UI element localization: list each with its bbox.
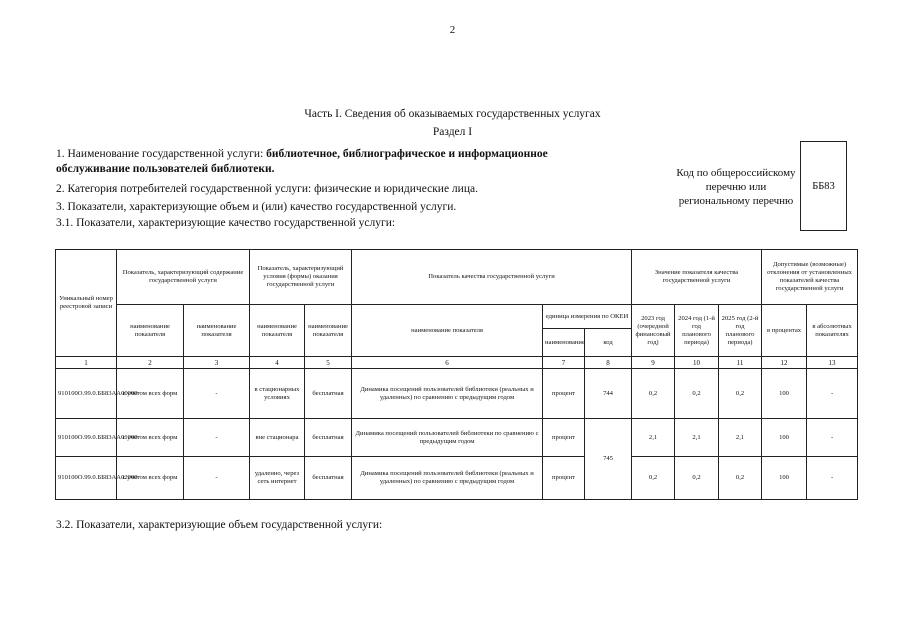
- column-number: 6: [352, 357, 543, 369]
- registry-code-value: ББ83: [812, 180, 835, 192]
- deviation-percent: 100: [762, 457, 807, 500]
- registry-number: 910100О.99.0.ББ83АА01000: [56, 419, 117, 457]
- registry-code-box: [800, 141, 847, 231]
- unit-name: процент: [543, 457, 585, 500]
- column-number: 2: [117, 357, 184, 369]
- item-1-prefix: 1. Наименование государственной услуги:: [56, 148, 267, 160]
- header-quality: Показатель качества государственной услуги: [352, 250, 632, 305]
- deviation-absolute: -: [807, 419, 858, 457]
- value-2023: 0,2: [632, 457, 675, 500]
- unit-code: 745: [585, 419, 632, 500]
- page-number: 2: [449, 24, 456, 36]
- part-title: Часть I. Сведения об оказываемых государственных услугах: [304, 108, 601, 120]
- deviation-absolute: -: [807, 369, 858, 419]
- registry-code-label: Код по общероссийскому перечню или региональному перечню: [676, 167, 796, 207]
- unit-name: процент: [543, 419, 585, 457]
- header-content: Показатель, характеризующий содержание государственной услуги: [117, 250, 250, 305]
- column-number: 8: [585, 357, 632, 369]
- header-deviation: Допустимые (возможные) отклонения от установленных показателей качества государственной услуги: [762, 250, 858, 305]
- column-number: 5: [305, 357, 352, 369]
- registry-number: 910100О.99.0.ББ83АА02000: [56, 457, 117, 500]
- content-indicator-1: с учетом всех форм: [117, 369, 184, 419]
- value-2025: 0,2: [719, 457, 762, 500]
- column-number-row: [56, 357, 858, 369]
- value-2025: 2,1: [719, 419, 762, 457]
- value-2025: 0,2: [719, 369, 762, 419]
- header-year-2024: 2024 год (1-й год планового периода): [675, 305, 719, 357]
- content-indicator-2: -: [184, 369, 250, 419]
- service-name-part-2: обслуживание пользователей библиотеки.: [56, 163, 275, 175]
- header-row-2: [56, 305, 858, 329]
- content-indicator-2: -: [184, 457, 250, 500]
- content-indicator-2: -: [184, 419, 250, 457]
- header-year-2023: 2023 год (очередной финансовый год): [632, 305, 675, 357]
- column-number: 7: [543, 357, 585, 369]
- quality-indicator-name: Динамика посещений пользователей библиотеки (реальных и удаленных) по сравнению с предыдущим годом: [352, 369, 543, 419]
- header-absolute: в абсолютных показателях: [807, 305, 858, 357]
- item-3: 3. Показатели, характеризующие объем и (или) качество государственной услуги.: [56, 201, 457, 213]
- item-1-line-1: [56, 148, 548, 160]
- header-name-1: наименование показателя: [117, 305, 184, 357]
- item-2: 2. Категория потребителей государственной услуги: физические и юридические лица.: [56, 183, 478, 195]
- header-values: Значение показателя качества государственной услуги: [632, 250, 762, 305]
- registry-number: 910100О.99.0.ББ83АА00000: [56, 369, 117, 419]
- section-title: Раздел I: [432, 126, 473, 138]
- column-number: 11: [719, 357, 762, 369]
- item-3-1: 3.1. Показатели, характеризующие качество государственной услуги:: [56, 217, 396, 229]
- value-2024: 2,1: [675, 419, 719, 457]
- header-row-1: [56, 250, 858, 305]
- deviation-absolute: -: [807, 457, 858, 500]
- table-row: [56, 369, 858, 419]
- condition-indicator-2: бесплатная: [305, 419, 352, 457]
- condition-indicator-1: вне стационара: [250, 419, 305, 457]
- item-3-2: 3.2. Показатели, характеризующие объем государственной услуги:: [56, 519, 383, 531]
- column-number: 1: [56, 357, 117, 369]
- deviation-percent: 100: [762, 369, 807, 419]
- condition-indicator-2: бесплатная: [305, 369, 352, 419]
- header-name-2: наименование показателя: [184, 305, 250, 357]
- quality-indicator-name: Динамика посещений пользователей библиотеки (реальных и удаленных) по сравнению с предыдущим годом: [352, 457, 543, 500]
- header-registry: Уникальный номер реестровой записи: [56, 250, 117, 357]
- value-2023: 0,2: [632, 369, 675, 419]
- header-unit-code: код: [585, 329, 632, 357]
- condition-indicator-1: в стационарных условиях: [250, 369, 305, 419]
- condition-indicator-1: удаленно, через сеть интернет: [250, 457, 305, 500]
- table-row: [56, 457, 858, 500]
- value-2023: 2,1: [632, 419, 675, 457]
- quality-indicators-table: [55, 249, 858, 500]
- deviation-percent: 100: [762, 419, 807, 457]
- table-row: [56, 419, 858, 457]
- header-percent: в процентах: [762, 305, 807, 357]
- column-number: 3: [184, 357, 250, 369]
- column-number: 13: [807, 357, 858, 369]
- header-unit-name: наименование: [543, 329, 585, 357]
- unit-code: 744: [585, 369, 632, 419]
- service-name-part-1: библиотечное, библиографическое и информационное: [266, 148, 548, 160]
- header-name-4: наименование показателя: [305, 305, 352, 357]
- header-conditions: Показатель, характеризующий условия (формы) оказания государственной услуги: [250, 250, 352, 305]
- header-indicator-name: наименование показателя: [352, 305, 543, 357]
- unit-name: процент: [543, 369, 585, 419]
- header-year-2025: 2025 год (2-й год планового периода): [719, 305, 762, 357]
- condition-indicator-2: бесплатная: [305, 457, 352, 500]
- value-2024: 0,2: [675, 369, 719, 419]
- value-2024: 0,2: [675, 457, 719, 500]
- column-number: 4: [250, 357, 305, 369]
- item-1-line-2: [56, 163, 274, 175]
- header-name-3: наименование показателя: [250, 305, 305, 357]
- column-number: 10: [675, 357, 719, 369]
- quality-indicator-name: Динамика посещений пользователей библиотеки по сравнению с предыдущим годом: [352, 419, 543, 457]
- content-indicator-1: с учетом всех форм: [117, 419, 184, 457]
- column-number: 9: [632, 357, 675, 369]
- content-indicator-1: с учетом всех форм: [117, 457, 184, 500]
- column-number: 12: [762, 357, 807, 369]
- header-unit: единица измерения по ОКЕИ: [543, 305, 632, 329]
